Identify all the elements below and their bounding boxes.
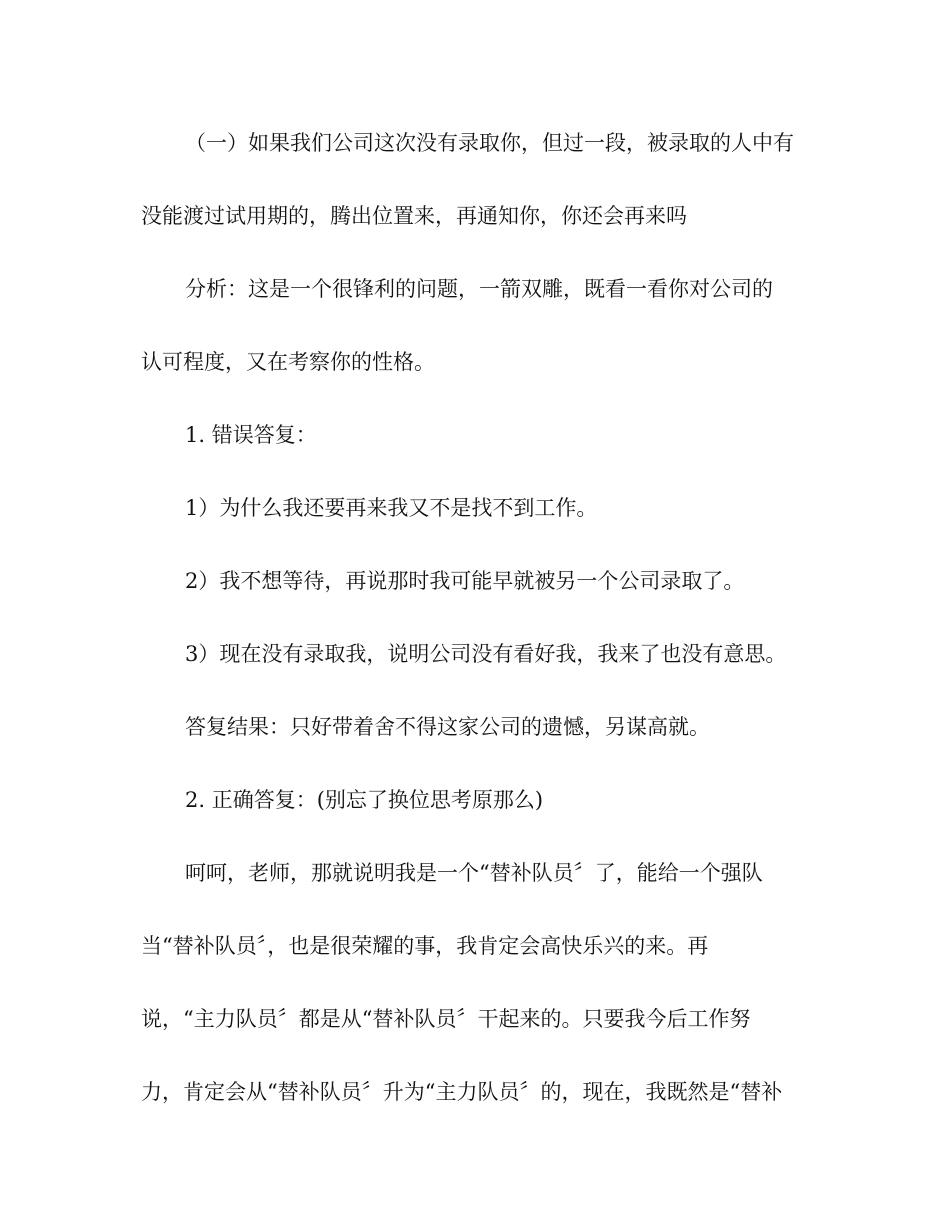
paragraph-line: 力，肯定会从“替补队员〞升为“主力队员〞的，现在，我既然是“替补 — [141, 1080, 783, 1104]
paragraph-line: 呵呵，老师，那就说明我是一个“替补队员〞了，能给一个强队 — [185, 861, 763, 885]
section-heading: 2. 正确答复：(别忘了换位思考原那么) — [185, 788, 544, 812]
paragraph-line: 分析：这是一个很锋利的问题，一箭双雕，既看一看你对公司的 — [185, 277, 773, 301]
paragraph-line: 没能渡过试用期的，腾出位置来，再通知你，你还会再来吗 — [141, 204, 687, 228]
paragraph-line: （一）如果我们公司这次没有录取你，但过一段，被录取的人中有 — [185, 131, 794, 155]
list-item: 2）我不想等待，再说那时我可能早就被另一个公司录取了。 — [185, 569, 745, 593]
section-heading: 1. 错误答复： — [185, 423, 317, 447]
list-item: 3）现在没有录取我，说明公司没有看好我，我来了也没有意思。 — [185, 642, 787, 666]
paragraph-line: 认可程度，又在考察你的性格。 — [141, 350, 435, 374]
paragraph-line: 说，“主力队员〞都是从“替补队员〞干起来的。只要我今后工作努 — [141, 1007, 751, 1031]
paragraph-line: 答复结果：只好带着舍不得这家公司的遗憾，另谋高就。 — [185, 715, 710, 739]
paragraph-line: 当“替补队员〞，也是很荣耀的事，我肯定会高快乐兴的来。再 — [141, 934, 709, 958]
list-item: 1）为什么我还要再来我又不是找不到工作。 — [185, 496, 598, 520]
